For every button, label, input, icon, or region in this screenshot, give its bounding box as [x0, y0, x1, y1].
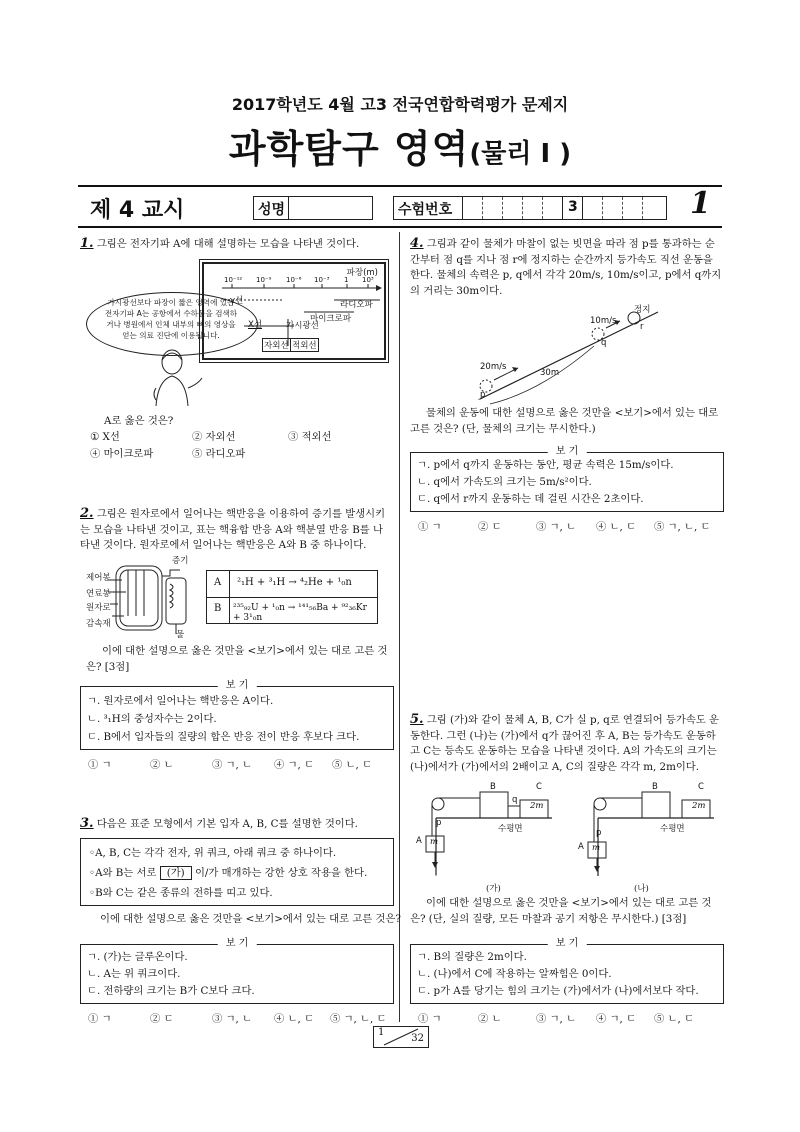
- choice[interactable]: ⑤ ㄴ, ㄷ: [332, 759, 373, 771]
- pulley-diagram-ga: [420, 780, 560, 876]
- exam-subtitle: 2017학년도 4월 고3 전국연합학력평가 문제지: [231, 95, 569, 114]
- label-fuel-rod: 연료봉: [86, 589, 111, 599]
- choice[interactable]: ④ ㄴ, ㄷ: [596, 521, 637, 533]
- band-gamma: γ선: [230, 296, 244, 306]
- blank-ga: (가): [160, 866, 192, 880]
- label-mass-A: m: [592, 843, 601, 853]
- label-p-string: p: [436, 818, 442, 828]
- q4-bogi-box: [410, 446, 724, 512]
- bogi-item: ㄷ. p가 A를 당기는 힘의 크기는 (가)에서가 (나)에서보다 작다.: [417, 985, 699, 997]
- page-footer: [373, 1026, 429, 1048]
- label-mass-A: m: [430, 837, 439, 847]
- question-text: 다음은 표준 모형에서 기본 입자 A, B, C를 설명한 것이다.: [96, 818, 358, 830]
- bogi-item: ㄴ. ³₁H의 중성자수는 2이다.: [87, 713, 217, 725]
- footer-page: 1: [378, 1027, 385, 1038]
- bogi-item: ㄴ. A는 위 쿼크이다.: [87, 968, 181, 980]
- label-q: q: [601, 338, 607, 348]
- label-v-q: 10m/s: [590, 316, 617, 326]
- choice[interactable]: ④ ㄴ, ㄷ: [274, 1013, 315, 1025]
- exam-number-label: 수험번호: [398, 202, 453, 218]
- label-q-string: q: [512, 795, 518, 805]
- choice[interactable]: ④ ㄱ, ㄷ: [274, 759, 315, 771]
- tick-label: 10³: [362, 276, 374, 284]
- name-field[interactable]: [253, 196, 373, 220]
- choice[interactable]: ③ ㄱ, ㄴ: [536, 1013, 577, 1025]
- column-divider: [399, 232, 400, 1022]
- fact-text: ◦A와 B는 서로: [89, 867, 157, 879]
- choice[interactable]: ② ㄷ: [150, 1013, 174, 1025]
- bogi-item: ㄴ. (나)에서 C에 작용하는 알짜힘은 0이다.: [417, 968, 612, 980]
- reaction-a: ²₁H + ³₁H → ⁴₂He + ¹₀n: [237, 577, 352, 588]
- question-1: [80, 236, 392, 253]
- choice[interactable]: ① X선: [90, 431, 120, 443]
- question-text: 그림은 전자기파 A에 대해 설명하는 모습을 나타낸 것이다.: [96, 238, 360, 250]
- bogi-item: ㄷ. B에서 입자들의 질량의 합은 반응 전이 반응 후보다 크다.: [87, 731, 360, 743]
- band-uv: 자외선: [262, 338, 291, 352]
- bogi-title: 보 기: [548, 445, 587, 459]
- choice[interactable]: ① ㄱ: [418, 521, 442, 533]
- fact-item: ◦B와 C는 같은 종류의 전하를 띠고 있다.: [89, 887, 273, 899]
- question-number: 1.: [80, 236, 94, 251]
- band-xray: X선: [248, 320, 263, 330]
- label-mass-C: 2m: [530, 801, 544, 811]
- tick-label: 10⁻⁶: [286, 276, 302, 284]
- period-label: 제 4 교시: [90, 198, 185, 223]
- exam-number-digit: 3: [568, 199, 578, 215]
- question-number: 4.: [410, 236, 424, 251]
- choice[interactable]: ④ 마이크로파: [90, 448, 154, 460]
- band-microwave: 마이크로파: [310, 314, 352, 324]
- label-p-string: p: [596, 828, 602, 838]
- tick-label: 10⁻³: [314, 276, 330, 284]
- question-text: 그림 (가)와 같이 물체 A, B, C가 실 p, q로 연결되어 등가속도 운동한다. 그런 (나)는 (가)에서 q가 끊어진 후 A, B는 등가속도 운동하고 C는 등속도 운동하는 모습을 나타낸 것이다. A의 가속도의 크기는 (나)에서가 (가)에서의 2배이고 A, C의 질량은 각각 m, 2m이다.: [410, 714, 719, 773]
- label-floor: 수평면: [660, 824, 685, 834]
- label-control-rod: 제어봉: [86, 573, 111, 583]
- tick-label: 10⁻¹²: [224, 276, 243, 284]
- label-steam: 증기: [172, 556, 189, 566]
- label-stop: 정지: [634, 305, 651, 315]
- choice[interactable]: ③ ㄱ, ㄴ: [536, 521, 577, 533]
- pulley-diagram-na: [582, 780, 722, 876]
- tick-label: 1: [344, 276, 349, 284]
- question-number: 3.: [80, 816, 94, 831]
- label-B: B: [490, 782, 496, 792]
- bogi-item: ㄱ. 원자로에서 일어나는 핵반응은 A이다.: [87, 695, 274, 707]
- bogi-item: ㄱ. p에서 q까지 운동하는 동안, 평균 속력은 15m/s이다.: [417, 459, 674, 471]
- exam-title: [0, 118, 800, 173]
- reaction-table: [206, 570, 378, 624]
- q5-bogi-box: [410, 938, 724, 1004]
- q2-question: 이에 대한 설명으로 옳은 것만을 <보기>에서 있는 대로 고른 것은? [3점]: [86, 645, 388, 673]
- label-B: B: [652, 782, 658, 792]
- bogi-item: ㄱ. (가)는 글루온이다.: [87, 951, 188, 963]
- teacher-illustration: [142, 348, 208, 408]
- label-moderator: 감속재: [86, 619, 111, 629]
- subject-subtitle: (물리 I ): [469, 139, 572, 169]
- incline-diagram: [470, 300, 670, 406]
- footer-total: 32: [411, 1033, 424, 1044]
- bogi-item: ㄴ. q에서 가속도의 크기는 5m/s²이다.: [417, 476, 592, 488]
- figure-label-ga: (가): [486, 884, 501, 894]
- choice[interactable]: ① ㄱ: [88, 759, 112, 771]
- choice[interactable]: ⑤ 라디오파: [192, 448, 246, 460]
- label-A: A: [416, 836, 422, 846]
- question-4: [410, 236, 722, 299]
- q2-bogi-box: [80, 680, 394, 750]
- label-A: A: [578, 842, 584, 852]
- choice[interactable]: ② ㄷ: [478, 521, 502, 533]
- choice[interactable]: ⑤ ㄱ, ㄴ, ㄷ: [330, 1013, 387, 1025]
- label-reactor: 원자로: [86, 603, 111, 613]
- band-radio: 라디오파: [340, 300, 373, 310]
- row-b-label: B: [214, 603, 222, 614]
- question-number: 5.: [410, 712, 424, 727]
- question-number: 2.: [80, 506, 94, 521]
- bogi-title: 보 기: [548, 937, 587, 951]
- question-2: [80, 506, 392, 554]
- choice[interactable]: ② ㄴ: [478, 1013, 502, 1025]
- choice[interactable]: ④ ㄱ, ㄷ: [596, 1013, 637, 1025]
- bogi-item: ㄱ. B의 질량은 2m이다.: [417, 951, 527, 963]
- label-floor: 수평면: [498, 824, 523, 834]
- reaction-b: ²³⁵₉₂U + ¹₀n → ¹⁴¹₅₆Ba + ⁹²₃₆Kr + 3¹₀n: [233, 603, 367, 623]
- row-a-label: A: [214, 577, 222, 588]
- choice[interactable]: ③ ㄱ, ㄴ: [212, 1013, 253, 1025]
- choice[interactable]: ② 자외선: [192, 431, 236, 443]
- fact-item: [89, 865, 367, 881]
- label-C: C: [536, 782, 542, 792]
- exam-number-field[interactable]: [393, 196, 667, 220]
- label-water: 물: [176, 630, 185, 640]
- figure-label-na: (나): [634, 884, 649, 894]
- label-distance: 30m: [540, 368, 560, 378]
- choice[interactable]: ① ㄱ: [88, 1013, 112, 1025]
- q4-question: 물체의 운동에 대한 설명으로 옳은 것만을 <보기>에서 있는 대로 고른 것은? (단, 물체의 크기는 무시한다.): [410, 407, 719, 435]
- question-3: [80, 816, 392, 833]
- bogi-item: ㄷ. 전하량의 크기는 B가 C보다 크다.: [87, 985, 255, 997]
- bogi-title: 보 기: [218, 679, 257, 693]
- question-text: 그림과 같이 물체가 마찰이 없는 빗면을 따라 점 p를 통과하는 순간부터 점 q를 지나 점 r에 정지하는 순간까지 등가속도 직선 운동을 한다. 물체의 속력은 p, q에서 각각 20m/s, 10m/s이고, p에서 q까지의 거리는 30m이다.: [410, 238, 722, 297]
- question-5: [410, 712, 722, 775]
- q3-facts-box: [80, 838, 394, 906]
- q3-bogi-box: [80, 938, 394, 1004]
- choice[interactable]: ① ㄱ: [418, 1013, 442, 1025]
- choice[interactable]: ③ 적외선: [288, 431, 332, 443]
- q1-question: A로 옳은 것은?: [104, 415, 174, 427]
- choice[interactable]: ③ ㄱ, ㄴ: [212, 759, 253, 771]
- question-text: 그림은 원자로에서 일어나는 핵반응을 이용하여 증기를 발생시키는 모습을 나타낸 것이고, 표는 핵융합 반응 A와 핵분열 반응 B를 나타낸 것이다. 원자로에서 일어나는 핵반응은 A와 B 중 하나이다.: [80, 508, 386, 551]
- band-visible: 가시광선: [286, 321, 319, 331]
- band-ir: 적외선: [290, 338, 319, 352]
- label-p: p: [480, 390, 486, 400]
- tick-label: 10⁻⁹: [256, 276, 272, 284]
- fact-item: ◦A, B, C는 각각 전자, 위 쿼크, 아래 쿼크 중 하나이다.: [89, 847, 337, 859]
- header-rule-bottom: [78, 226, 722, 228]
- page-number-large: 1: [690, 186, 711, 221]
- choice[interactable]: ⑤ ㄴ, ㄷ: [654, 1013, 695, 1025]
- spectrum-axis-title: 파장(m): [346, 268, 378, 278]
- fact-text: 이/가 매개하는 강한 상호 작용을 한다.: [194, 867, 368, 879]
- label-C: C: [698, 782, 704, 792]
- subject-title: 과학탐구 영역: [228, 127, 470, 171]
- choice[interactable]: ② ㄴ: [150, 759, 174, 771]
- header-rule-top: [78, 185, 722, 187]
- label-mass-C: 2m: [692, 801, 706, 811]
- bogi-item: ㄷ. q에서 r까지 운동하는 데 걸린 시간은 2초이다.: [417, 493, 644, 505]
- bogi-title: 보 기: [218, 937, 257, 951]
- q3-question: 이에 대한 설명으로 옳은 것만을 <보기>에서 있는 대로 고른 것은?: [100, 913, 401, 925]
- name-label: 성명: [258, 202, 286, 218]
- label-r: r: [640, 322, 644, 332]
- label-v-p: 20m/s: [480, 362, 507, 372]
- choice[interactable]: ⑤ ㄱ, ㄴ, ㄷ: [654, 521, 711, 533]
- q5-question: 이에 대한 설명으로 옳은 것만을 <보기>에서 있는 대로 고른 것은? (단, 실의 질량, 모든 마찰과 공기 저항은 무시한다.) [3점]: [410, 897, 712, 925]
- speech-text: 가시광선보다 파장이 짧은 영역에 있는 전자기파 A는 공항에서 수하물을 검색하거나 병원에서 인체 내부의 뼈의 영상을 얻는 의료 진단에 이용됩니다.: [104, 298, 238, 340]
